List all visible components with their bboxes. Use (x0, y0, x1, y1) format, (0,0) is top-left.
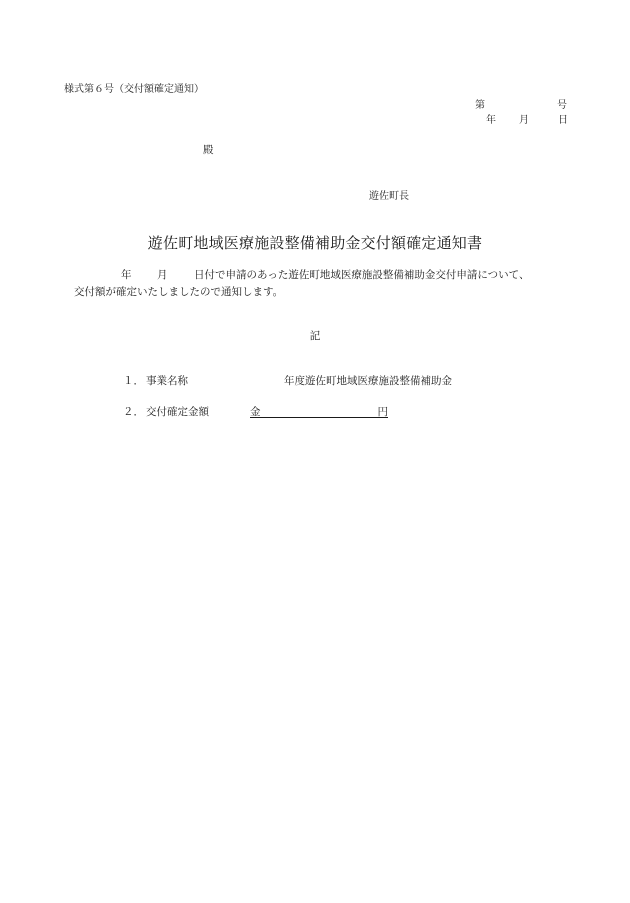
body-text-line1: 日付で申請のあった遊佐町地域医療施設整備補助金交付申請について、 (194, 269, 530, 281)
body-year-label: 年 (121, 269, 132, 281)
doc-number-prefix: 第 (475, 100, 485, 111)
issuer-name: 遊佐町長 (369, 191, 409, 202)
body-text-line2: 交付額が確定いたしましたので通知します。 (74, 286, 284, 298)
item-number: ２． (123, 406, 144, 418)
item-value-project-name: 年度遊佐町地域医療施設整備補助金 (284, 375, 452, 387)
document-title: 遊佐町地域医療施設整備補助金交付額確定通知書 (147, 234, 483, 252)
amount-field (250, 404, 388, 418)
item-number: １． (123, 375, 144, 387)
doc-number-suffix: 号 (557, 100, 567, 111)
addressee-honorific: 殿 (203, 144, 214, 156)
date-day-label: 日 (558, 115, 568, 126)
form-label: 様式第６号（交付額確定通知） (64, 84, 204, 95)
amount-suffix: 円 (377, 406, 388, 418)
body-month-label: 月 (157, 269, 168, 281)
date-month-label: 月 (519, 115, 529, 126)
item-label-confirmed-amount: 交付確定金額 (146, 406, 209, 418)
date-year-label: 年 (486, 115, 496, 126)
item-label-project-name: 事業名称 (146, 375, 188, 387)
amount-prefix: 金 (250, 406, 261, 418)
ki-heading: 記 (309, 330, 321, 342)
